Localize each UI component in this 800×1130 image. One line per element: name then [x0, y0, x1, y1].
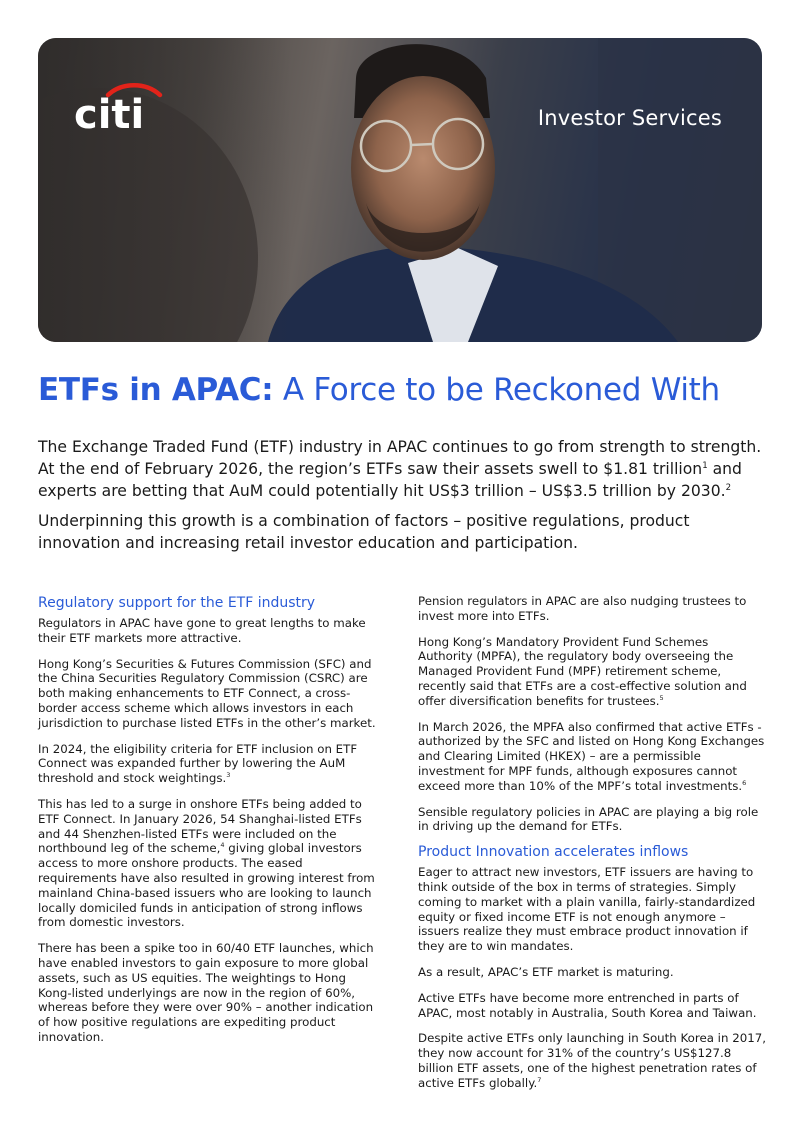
paragraph-text: giving global investors access to more onshore products. The eased requirements have also resulted in growing interest from mainland China-based issuers who are looking to launch locally domiciled funds in anticipation of strong inflows from domestic investors.	[38, 841, 375, 930]
footnote-ref: 6	[742, 778, 747, 787]
paragraph	[418, 720, 766, 794]
paragraph: Sensible regulatory policies in APAC are playing a big role in driving up the demand for ETFs.	[418, 804, 759, 834]
svg-text:citi: citi	[74, 92, 145, 134]
paragraph: As a result, APAC’s ETF market is maturing.	[418, 964, 674, 979]
paragraph: There has been a spike too in 60/40 ETF launches, which have enabled investors to gain exposure to more global assets, such as US equities. The weightings to Hong Kong-listed underlyings are now in the region of 60%, whereas before they were over 90% – another indication of how positive regulations are expediting product innovation.	[38, 941, 374, 1044]
citi-logo	[74, 78, 170, 138]
intro-text-1: The Exchange Traded Fund (ETF) industry in APAC continues to go from strength to strength. At the end of February 2026, the region’s ETFs saw their assets swell to $1.81 trillion	[38, 438, 762, 478]
paragraph: Hong Kong’s Securities & Futures Commission (SFC) and the China Securities Regulatory Commission (CSRC) are both making enhancements to ETF Connect, a cross-border access scheme which allows investors in each jurisdiction to purchase listed ETFs in the other’s market.	[38, 656, 376, 730]
paragraph	[38, 797, 383, 930]
section-heading-regulatory: Regulatory support for the ETF industry	[38, 595, 316, 611]
paragraph: Active ETFs have become more entrenched in parts of APAC, most notably in Australia, South Korea and Taiwan.	[418, 990, 757, 1020]
paragraph-text: In 2024, the eligibility criteria for ETF inclusion on ETF Connect was expanded further by lowering the AuM threshold and stock weightings.	[38, 741, 358, 786]
intro-text-1b: and experts are betting that AuM could potentially hit US$3 trillion – US$3.5 trillion by 2030.	[38, 460, 742, 500]
footnote-ref: 2	[725, 482, 732, 493]
footnote-ref: 7	[537, 1075, 542, 1084]
paragraph: Regulators in APAC have gone to great lengths to make their ETF markets more attractive.	[38, 616, 366, 645]
footnote-ref: 3	[226, 771, 231, 780]
intro-paragraph-1	[38, 436, 768, 502]
paragraph-text: Despite active ETFs only launching in South Korea in 2017, they now account for 31% of the country’s US$127.8 billion ETF assets, one of the highest penetration rates of active ETFs globally.	[418, 1031, 766, 1090]
right-column	[418, 594, 766, 1102]
footnote-ref: 1	[702, 460, 708, 471]
intro-section	[38, 436, 768, 562]
hero-banner	[38, 38, 762, 342]
footnote-ref: 5	[659, 693, 664, 702]
page-title	[38, 372, 720, 408]
section-heading-product-innovation: Product Innovation accelerates inflows	[418, 844, 689, 861]
citi-logo-mark	[74, 78, 170, 134]
left-column	[38, 594, 383, 1056]
intro-paragraph-2: Underpinning this growth is a combination of factors – positive regulations, product innovation and increasing retail investor education and participation.	[38, 512, 690, 552]
paragraph: Pension regulators in APAC are also nudging trustees to invest more into ETFs.	[418, 594, 747, 623]
investor-services-tagline: Investor Services	[537, 106, 722, 130]
paragraph: Eager to attract new investors, ETF issuers are having to think outside of the box in terms of strategies. Simply coming to market with a plain vanilla, fairly-standardized equity or fixed income ETF is not enough anymore – issuers realize they must embrace product innovation if they are to win mandates.	[418, 865, 756, 954]
footnote-ref: 4	[220, 841, 225, 850]
paragraph	[38, 742, 383, 786]
title-bold: ETFs in APAC:	[38, 372, 274, 408]
title-rest: A Force to be Reckoned With	[273, 372, 720, 408]
paragraph-text: This has led to a surge in onshore ETFs being added to ETF Connect. In January 2026, 54 Shanghai-listed ETFs and 44 Shenzhen-listed ETFs were included on the northbound leg of the scheme,	[38, 796, 362, 856]
paragraph-text: In March 2026, the MPFA also confirmed that active ETFs - authorized by the SFC and listed on Hong Kong Exchanges and Clearing Limited (HKEX) – are a permissible investment for MPF funds, although exposures cannot exceed more than 10% of the MPF’s total investments.	[418, 719, 765, 793]
paragraph	[418, 635, 766, 709]
paragraph-text: Hong Kong’s Mandatory Provident Fund Schemes Authority (MPFA), the regulatory body overseeing the Managed Provident Fund (MPF) retirement scheme, recently said that ETFs are a cost-effective solution and offer diversification benefits for trustees.	[418, 634, 747, 708]
paragraph	[418, 1031, 766, 1090]
